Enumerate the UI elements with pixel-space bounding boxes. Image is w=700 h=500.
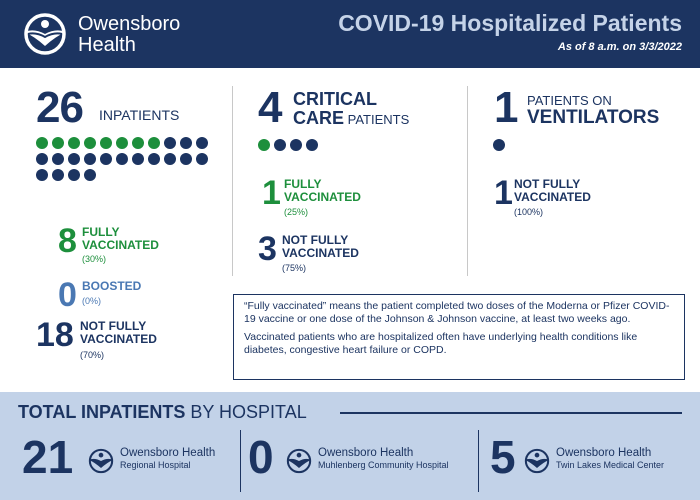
inpatients-dot-grid (36, 137, 216, 181)
band-divider-1 (240, 430, 241, 492)
band-title (18, 402, 307, 423)
critical-not-fully-label-2: VACCINATED (282, 246, 359, 260)
patient-dot-unvaccinated (84, 169, 96, 181)
hospital-muhlenberg-sub: Muhlenberg Community Hospital (318, 460, 449, 470)
logo-line-2: Health (78, 34, 136, 56)
patient-dot-unvaccinated (164, 153, 176, 165)
band-divider-2 (478, 430, 479, 492)
critical-not-fully-count: 3 (258, 230, 277, 268)
critical-fully-label-1: FULLY (284, 177, 322, 191)
patient-dot-unvaccinated (274, 139, 286, 151)
patient-dot-unvaccinated (100, 153, 112, 165)
critical-not-fully-label-1: NOT FULLY (282, 233, 349, 247)
hospital-regional-count: 21 (22, 431, 74, 483)
logo-line-1: Owensboro (78, 13, 181, 35)
patient-dot-vaccinated (132, 137, 144, 149)
inpatients-not-fully-label-1: NOT FULLY (80, 319, 147, 333)
patient-dot-unvaccinated (180, 137, 192, 149)
hospital-logo-icon (84, 448, 118, 474)
page-title: COVID-19 Hospitalized Patients (338, 10, 682, 36)
patient-dot-unvaccinated (132, 153, 144, 165)
inpatients-label: INPATIENTS (99, 107, 180, 123)
hospital-regional-name: Owensboro Health (120, 447, 216, 459)
patient-dot-unvaccinated (164, 137, 176, 149)
critical-label-care: CARE (293, 108, 345, 128)
hospital-twin-lakes (490, 428, 690, 490)
patient-dot-unvaccinated (290, 139, 302, 151)
patient-dot-vaccinated (258, 139, 270, 151)
critical-care-label (293, 89, 409, 129)
patient-dot-unvaccinated (306, 139, 318, 151)
patient-dot-unvaccinated (180, 153, 192, 165)
ventilators-not-fully-vaccinated (494, 176, 664, 222)
logo-wordmark (78, 14, 180, 56)
band-title-rest: BY HOSPITAL (185, 402, 307, 422)
ventilators-label (527, 93, 659, 128)
patient-dot-vaccinated (116, 137, 128, 149)
critical-not-fully-percent: (75%) (282, 263, 307, 273)
owensboro-health-logo (16, 12, 216, 58)
header-bar (0, 0, 700, 68)
patient-dot-unvaccinated (148, 153, 160, 165)
patient-dot-unvaccinated (84, 153, 96, 165)
critical-fully-label-2: VACCINATED (284, 190, 361, 204)
critical-care-dot-grid (258, 139, 338, 151)
critical-fully-count: 1 (262, 174, 281, 212)
patient-dot-vaccinated (148, 137, 160, 149)
hospital-twin-lakes-name: Owensboro Health (556, 447, 652, 459)
hospital-logo-icon (282, 448, 316, 474)
critical-label-line-1: CRITICAL (293, 89, 377, 109)
patient-dot-vaccinated (52, 137, 64, 149)
patient-dot-vaccinated (84, 137, 96, 149)
critical-label-line-2 (293, 109, 409, 129)
ventilators-not-fully-label-1: NOT FULLY (514, 177, 581, 191)
inpatients-boosted-label: BOOSTED (82, 279, 142, 293)
inpatients-boosted-count: 0 (58, 276, 77, 314)
inpatients-not-fully-count: 18 (36, 316, 74, 354)
hospital-regional-sub: Regional Hospital (120, 460, 191, 470)
patient-dot-unvaccinated (116, 153, 128, 165)
inpatients-not-fully-vaccinated (36, 318, 216, 364)
patient-dot-vaccinated (100, 137, 112, 149)
patient-dot-unvaccinated (68, 169, 80, 181)
hospital-logo-icon (520, 448, 554, 474)
patient-dot-unvaccinated (36, 153, 48, 165)
hospital-regional (22, 428, 242, 490)
patient-dot-unvaccinated (68, 153, 80, 165)
inpatients-fully-count: 8 (58, 222, 77, 260)
patient-dot-unvaccinated (52, 153, 64, 165)
column-divider-1 (232, 86, 233, 276)
critical-label-patients: PATIENTS (347, 112, 410, 127)
hospital-twin-lakes-count: 5 (490, 431, 516, 483)
inpatients-fully-vaccinated (58, 224, 218, 270)
critical-not-fully-vaccinated (258, 232, 408, 278)
critical-care-count: 4 (258, 83, 282, 132)
patient-dot-unvaccinated (52, 169, 64, 181)
band-title-rule (340, 412, 682, 414)
inpatients-boosted-percent: (0%) (82, 296, 102, 306)
inpatients-not-fully-label-2: VACCINATED (80, 332, 157, 346)
hospital-totals-band (0, 392, 700, 500)
patient-dot-unvaccinated (196, 153, 208, 165)
inpatients-boosted (58, 278, 218, 312)
inpatients-fully-label-2: VACCINATED (82, 238, 159, 252)
ventilators-dot-grid (493, 139, 513, 151)
hospital-twin-lakes-sub: Twin Lakes Medical Center (556, 460, 665, 470)
hospital-muhlenberg (248, 428, 474, 490)
note-paragraph-1: “Fully vaccinated” means the patient completed two doses of the Moderna or Pfizer COVID-19 vaccine or one dose of the Johnson & Johnson vaccine, at least two weeks ago. (244, 300, 670, 325)
ventilators-count: 1 (494, 83, 518, 132)
inpatients-fully-percent: (30%) (82, 254, 107, 264)
ventilators-not-fully-percent: (100%) (514, 207, 544, 217)
hospital-muhlenberg-name: Owensboro Health (318, 447, 414, 459)
logo-icon (16, 12, 74, 56)
critical-fully-vaccinated (262, 176, 412, 222)
vaccination-note-box (233, 294, 685, 380)
patient-dot-unvaccinated (493, 139, 505, 151)
ventilators-not-fully-label-2: VACCINATED (514, 190, 591, 204)
ventilators-label-line-1: PATIENTS ON (527, 93, 612, 108)
hospital-muhlenberg-count: 0 (248, 431, 274, 483)
note-paragraph-2: Vaccinated patients who are hospitalized often have underlying health conditions like diabetes, congestive heart failure or COPD. (244, 331, 638, 356)
patient-dot-unvaccinated (36, 169, 48, 181)
ventilators-label-line-2: VENTILATORS (527, 107, 660, 128)
column-divider-2 (467, 86, 468, 276)
ventilators-not-fully-count: 1 (494, 174, 513, 212)
band-title-bold: TOTAL INPATIENTS (18, 402, 186, 422)
patient-dot-unvaccinated (196, 137, 208, 149)
patient-dot-vaccinated (36, 137, 48, 149)
critical-fully-percent: (25%) (284, 207, 309, 217)
patient-dot-vaccinated (68, 137, 80, 149)
as-of-date: As of 8 a.m. on 3/3/2022 (557, 41, 682, 53)
inpatients-fully-label-1: FULLY (82, 225, 120, 239)
inpatients-not-fully-percent: (70%) (80, 350, 105, 360)
inpatients-count: 26 (36, 83, 83, 132)
